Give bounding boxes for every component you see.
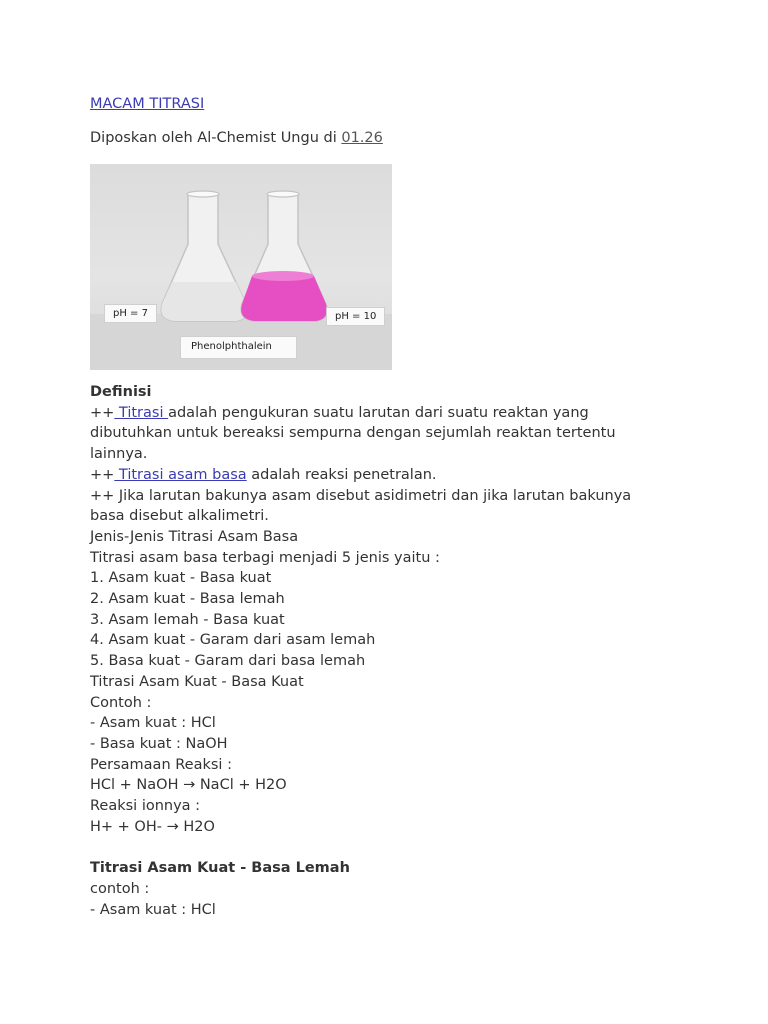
definition-1-line-3: lainnya. (90, 446, 148, 463)
section-2-title: Titrasi Asam Kuat - Basa Lemah (90, 860, 350, 877)
article-body (90, 382, 690, 920)
section-1-asam: - Asam kuat : HCl (90, 715, 216, 732)
jenis-heading: Jenis-Jenis Titrasi Asam Basa (90, 528, 299, 545)
spacer (90, 837, 690, 858)
definition-1 (90, 403, 690, 424)
section-1-basa: - Basa kuat : NaOH (90, 735, 228, 752)
section-1-ion-label: Reaksi ionnya : (90, 798, 201, 815)
phenolphthalein-photo (90, 164, 392, 370)
section-2-asam: - Asam kuat : HCl (90, 901, 216, 918)
section-1-title: Titrasi Asam Kuat - Basa Kuat (90, 673, 304, 690)
byline-prefix: Diposkan oleh Al-Chemist Ungu di (90, 130, 342, 146)
section-1-persamaan: Persamaan Reaksi : (90, 756, 232, 773)
post-title-link[interactable]: MACAM TITRASI (90, 96, 205, 112)
bullet-prefix: ++ (90, 404, 115, 421)
definition-3-line-2: basa disebut alkalimetri. (90, 508, 269, 525)
section-1-reaksi: HCl + NaOH → NaCl + H2O (90, 777, 287, 794)
jenis-list-item: 5. Basa kuat - Garam dari basa lemah (90, 653, 366, 670)
ph-7-label: pH = 7 (104, 304, 157, 323)
definition-1-text: adalah pengukuran suatu larutan dari suatu reaktan yang (168, 404, 589, 421)
definition-2 (90, 465, 690, 486)
jenis-intro: Titrasi asam basa terbagi menjadi 5 jenis yaitu : (90, 549, 440, 566)
section-1-ion: H+ + OH- → H2O (90, 818, 215, 835)
definition-2-text: adalah reaksi penetralan. (246, 466, 437, 483)
definition-1-line-2: dibutuhkan untuk bereaksi sempurna dengan sejumlah reaktan tertentu (90, 425, 616, 442)
definisi-heading: Definisi (90, 384, 152, 400)
post-time-link[interactable]: 01.26 (341, 130, 383, 146)
titrasi-asam-basa-link[interactable]: Titrasi asam basa (114, 466, 247, 483)
jenis-list-item: 1. Asam kuat - Basa kuat (90, 570, 272, 587)
definition-3-line-1: ++ Jika larutan bakunya asam disebut asidimetri dan jika larutan bakunya (90, 487, 632, 504)
jenis-list-item: 2. Asam kuat - Basa lemah (90, 591, 285, 608)
jenis-list-item: 4. Asam kuat - Garam dari asam lemah (90, 632, 376, 649)
jenis-list-item: 3. Asam lemah - Basa kuat (90, 611, 285, 628)
section-1-contoh: Contoh : (90, 694, 152, 711)
post-byline (90, 126, 690, 150)
section-2-contoh: contoh : (90, 880, 150, 897)
post-content (90, 90, 690, 920)
phenolphthalein-label: Phenolphthalein (180, 336, 297, 359)
bullet-prefix: ++ (90, 466, 115, 483)
ph-10-label: pH = 10 (326, 307, 385, 326)
titrasi-link[interactable]: Titrasi (114, 404, 169, 421)
